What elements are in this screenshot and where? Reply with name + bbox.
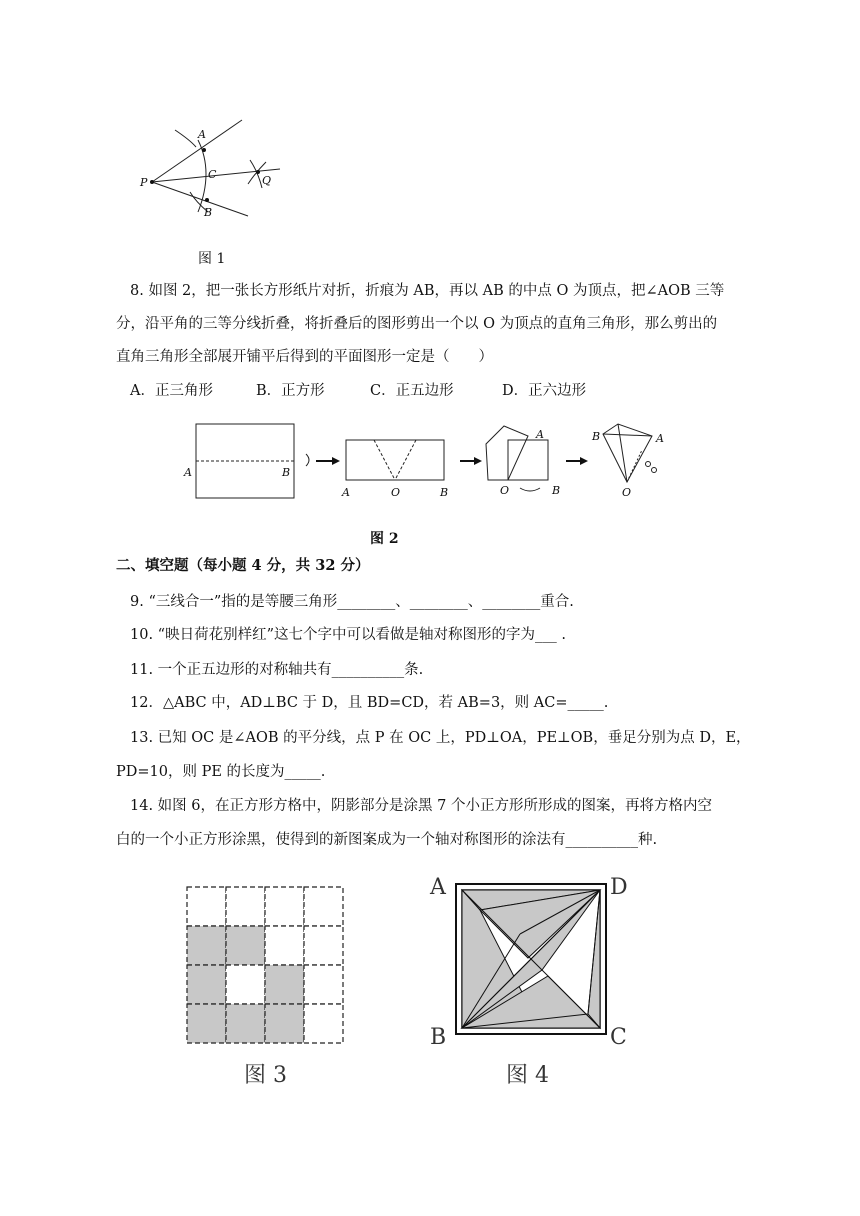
fig2-label-B1: B (282, 466, 291, 479)
fig3-cell (265, 926, 304, 965)
q8-line2: 分，沿平角的三等分线折叠，将折叠后的图形剪出一个以 O 为顶点的直角三角形，那么剪出的 (116, 316, 718, 332)
fig3-cell (304, 887, 343, 926)
fig4-label-A: A (430, 875, 446, 900)
fig2-label-B4: B (592, 430, 601, 443)
fig1-label-C: C (208, 168, 217, 181)
fig3-cell (187, 887, 226, 926)
figure-3 (184, 884, 346, 1046)
fig2-label-O2: O (391, 486, 401, 499)
q8-option-c: C．正五边形 (370, 383, 454, 399)
q10: 10. “映日荷花别样红”这七个字中可以看做是轴对称图形的字为___ . (130, 627, 566, 643)
q11: 11. 一个正五边形的对称轴共有__________条. (130, 662, 424, 678)
fig4-label-C: C (610, 1025, 627, 1050)
fig3-cell (304, 965, 343, 1004)
figure-1 (130, 112, 290, 232)
fig2-label-B3: B (552, 484, 561, 497)
q14-line2: 白的一个小正方形涂黑，使得到的新图案成为一个轴对称图形的涂法有__________种. (116, 832, 658, 848)
fig4-caption: 图 4 (506, 1063, 549, 1088)
section-2-title: 二、填空题（每小题 4 分，共 32 分） (116, 557, 370, 574)
fig2-label-O3: O (500, 484, 510, 497)
fig3-cell (265, 887, 304, 926)
q8-option-a: A．正三角形 (130, 383, 213, 399)
fig1-label-A: A (198, 128, 206, 141)
fig3-cell (226, 1004, 265, 1043)
q8-line1: 8. 如图 2，把一张长方形纸片对折，折痕为 AB，再以 AB 的中点 O 为顶点，把∠AOB 三等 (130, 283, 725, 299)
fig3-cell (187, 1004, 226, 1043)
q8-option-b: B．正方形 (256, 383, 325, 399)
fig3-cell (187, 965, 226, 1004)
q14-line1: 14. 如图 6，在正方形方格中，阴影部分是涂黑 7 个小正方形所形成的图案，再将方格内空 (130, 798, 712, 814)
q9: 9. “三线合一”指的是等腰三角形________、________、________重合. (130, 594, 574, 610)
fig3-cell (304, 926, 343, 965)
fig3-cell (187, 926, 226, 965)
fig3-caption: 图 3 (244, 1063, 287, 1088)
q8-line3: 直角三角形全部展开铺平后得到的平面图形一定是（ ） (116, 349, 493, 365)
fig4-label-D: D (610, 875, 628, 900)
fig3-cell (304, 1004, 343, 1043)
figure-4 (424, 874, 634, 1054)
q13-line2: PD=10，则 PE 的长度为_____. (116, 764, 326, 780)
fig1-label-B: B (204, 206, 213, 219)
fig2-label-A4: A (656, 432, 664, 445)
fig4-label-B: B (430, 1025, 447, 1050)
q13-line1: 13. 已知 OC 是∠AOB 的平分线，点 P 在 OC 上，PD⊥OA，PE⊥OB，垂足分别为点 D，E， (130, 730, 751, 746)
fig3-cell (265, 1004, 304, 1043)
fig2-label-A1: A (184, 466, 192, 479)
fig2-caption: 图 2 (370, 531, 399, 547)
fig3-cell (265, 965, 304, 1004)
q12: 12．△ABC 中，AD⊥BC 于 D，且 BD=CD，若 AB=3，则 AC=_____. (130, 695, 609, 711)
fig2-label-A3: A (536, 428, 544, 441)
fig2-label-A2: A (342, 486, 350, 499)
q8-option-d: D．正六边形 (502, 383, 587, 399)
fig3-cell (226, 926, 265, 965)
fig1-label-P: P (140, 176, 148, 189)
figure-2 (178, 414, 678, 506)
fig2-label-B2: B (440, 486, 449, 499)
fig2-label-O4: O (622, 486, 632, 499)
fig3-cell (226, 965, 265, 1004)
fig1-caption: 图 1 (198, 251, 226, 267)
fig1-label-Q: Q (262, 174, 272, 187)
fig3-cell (226, 887, 265, 926)
